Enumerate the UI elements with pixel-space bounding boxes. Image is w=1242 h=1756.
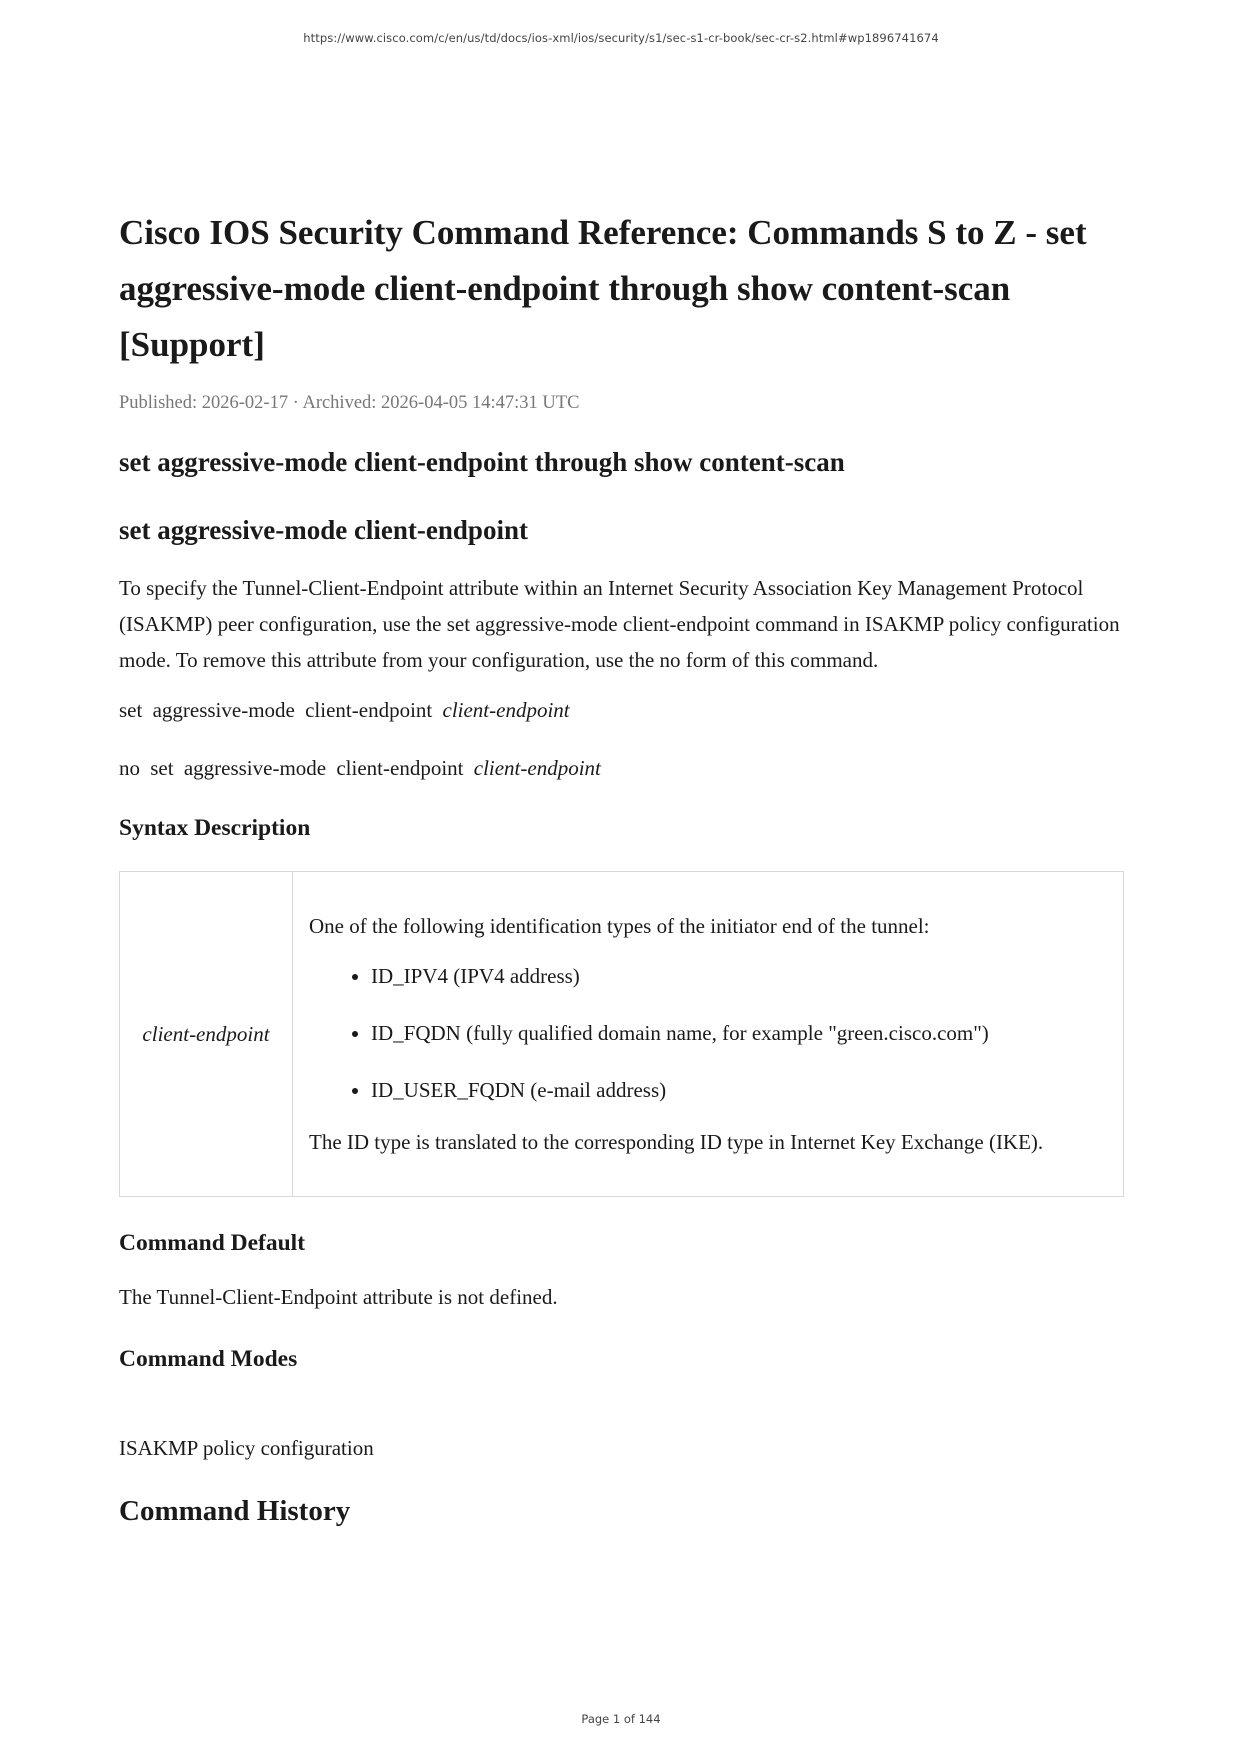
command-history-heading: Command History — [119, 1495, 351, 1527]
id-type-list — [309, 961, 1107, 1105]
syntax-no-argument: client-endpoint — [473, 756, 601, 780]
syntax-no-command: no set aggressive-mode client-endpoint — [119, 756, 464, 780]
description-outro: The ID type is translated to the corresponding ID type in Internet Key Exchange (IKE). — [309, 1130, 1044, 1154]
list-item: • ID_USER_FQDN (e-mail address) — [371, 1075, 1107, 1105]
list-item: • ID_FQDN (fully qualified domain name, for example "green.cisco.com") — [371, 1018, 1107, 1048]
syntax-description-heading: Syntax Description — [119, 815, 311, 841]
syntax-set-line — [119, 695, 1125, 725]
syntax-no-line — [119, 753, 1125, 783]
command-intro: To specify the Tunnel-Client-Endpoint attribute within an Internet Security Association Key Management Protocol (ISAKMP) peer configuration, use the set aggressive-mode client-endpoint command in ISAKMP policy configuration mode. To remove this attribute from your configuration, use the no form of this command. — [119, 576, 1120, 672]
command-modes-text: ISAKMP policy configuration — [119, 1436, 374, 1460]
description-intro: One of the following identification types of the initiator end of the tunnel: — [309, 914, 930, 938]
page-title: Cisco IOS Security Command Reference: Commands S to Z - set aggressive-mode client-endpoint through show content-scan [Support] — [119, 213, 1087, 364]
syntax-description-table — [119, 871, 1124, 1197]
argument-cell: client-endpoint — [120, 872, 293, 1197]
command-heading: set aggressive-mode client-endpoint — [119, 515, 528, 545]
page-number: Page 1 of 144 — [581, 1712, 661, 1726]
table-row — [120, 872, 1124, 1197]
syntax-set-command: set aggressive-mode client-endpoint — [119, 698, 433, 722]
list-item: • ID_IPV4 (IPV4 address) — [371, 961, 1107, 991]
command-modes-heading: Command Modes — [119, 1346, 298, 1372]
section-heading: set aggressive-mode client-endpoint through show content-scan — [119, 447, 845, 477]
syntax-set-argument: client-endpoint — [442, 698, 570, 722]
command-default-text: The Tunnel-Client-Endpoint attribute is not defined. — [119, 1285, 558, 1309]
publish-meta: Published: 2026-02-17 · Archived: 2026-04-05 14:47:31 UTC — [119, 393, 580, 413]
command-default-heading: Command Default — [119, 1230, 306, 1256]
description-cell — [293, 872, 1124, 1197]
document-body — [119, 205, 1125, 1529]
source-url: https://www.cisco.com/c/en/us/td/docs/ios-xml/ios/security/s1/sec-s1-cr-book/sec-cr-s2.html#wp1896741674 — [303, 31, 939, 45]
